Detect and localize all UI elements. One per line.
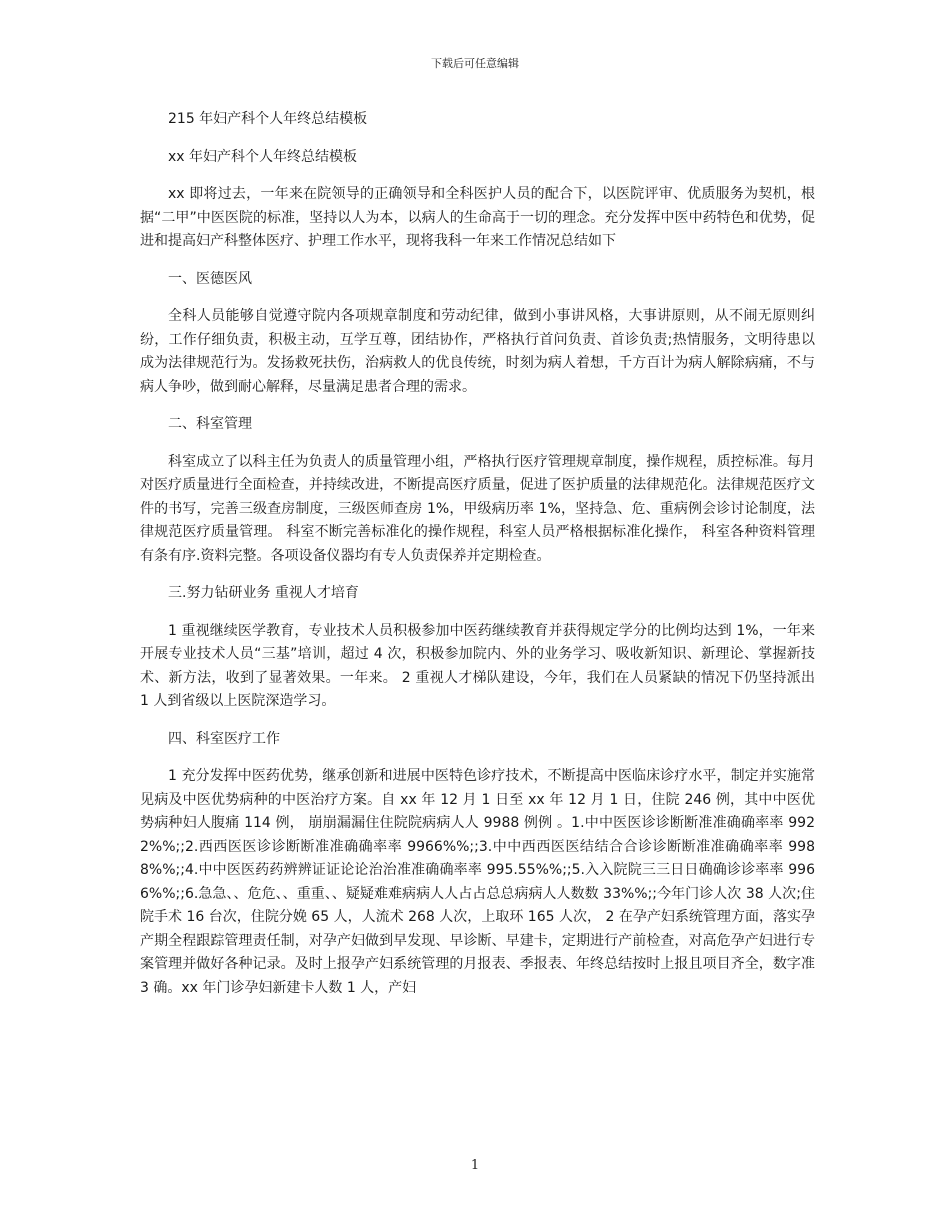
document-subtitle: xx 年妇产科个人年终总结模板 [168,148,358,165]
section-heading-medical: 四、科室医疗工作 [168,730,280,747]
page-header: 下载后可任意编辑 [431,57,519,70]
section-heading-training: 三.努力钻研业务 重视人才培育 [168,585,359,601]
document-title: 215 年妇产科个人年终总结模板 [168,111,368,127]
document-body [140,108,815,1014]
section-body-ethics: 全科人员能够自觉遵守院内各项规章制度和劳动纪律，做到小事讲风格，大事讲原则，从不闹无原则纠纷，工作仔细负责，积极主动，互学互尊，团结协作，严格执行首问负责、首诊负责;热情服务，文明待患以成为法律规范行为。发扬救死扶伤，治病救人的优良传统，时刻为病人着想，千方百计为病人解除病痛，不与病人争吵，做到耐心解释，尽量满足患者合理的需求。 [140,308,815,395]
section-heading-management: 二、科室管理 [168,416,252,432]
section-body-training: 1 重视继续医学教育，专业技术人员积极参加中医药继续教育并获得规定学分的比例均达到 1%，一年来开展专业技术人员“三基”培训，超过 4 次，积极参加院内、外的业务学习、吸收新知识、新理论、掌握新技术、新方法，收到了显著效果。一年来。 2 重视人才梯队建设，今年，我们在人员紧缺的情况下仍坚持派出 1 人到省级以上医院深造学习。 [140,622,815,709]
section-body-management: 科室成立了以科主任为负责人的质量管理小组，严格执行医疗管理规章制度，操作规程，质控标准。每月对医疗质量进行全面检查，并持续改进，不断提高医疗质量，促进了医护质量的法律规范化。法律规范医疗文件的书写，完善三级查房制度，三级医师查房 1%，甲级病历率 1%，坚持急、危、重病例会诊讨论制度，法律规范医疗质量管理。 科室不断完善标准化的操作规程，科室人员严格根据标准化操作， 科室各种资料管理有条有序.资料完整。各项设备仪器均有专人负责保养并定期检查。 [140,453,815,564]
page-number: 1 [470,1158,480,1173]
intro-paragraph: xx 即将过去，一年来在院领导的正确领导和全科医护人员的配合下，以医院评审、优质服务为契机，根据“二甲”中医医院的标准，坚持以人为本，以病人的生命高于一切的理念。充分发挥中医中药特色和优势，促进和提高妇产科整体医疗、护理工作水平，现将我科一年来工作情况总结如下 [140,186,815,249]
section-body-medical: 1 充分发挥中医药优势，继承创新和进展中医特色诊疗技术，不断提高中医临床诊疗水平，制定并实施常见病及中医优势病种的中医治疗方案。自 xx 年 12 月 1 日至 xx 年 12 月 1 日，住院 246 例，其中中医优势病种妇人腹痛 114 例， 崩崩漏漏住住院院病病人人 9988 例例 。1.中中医医诊诊断断准准确确率率 9922%%;;2.西西医医诊诊断断准准确确率率 9966%%;;3.中中西西医医结结合合诊诊断断准准确确率率 9988%%;;4.中中医医药药辨辨证证论论治治准准确确率率 995.55%%;;5.入入院院三三日日确确诊诊率率 9966%%;;6.急急、、危危、、重重、、疑疑难难病病人人占占总总病病人人数数 33%%;;今年门诊人次 38 人次;住院手术 16 台次，住院分娩 65 人，人流术 268 人次，上取环 165 人次， 2 在孕产妇系统管理方面，落实孕产期全程跟踪管理责任制，对孕产妇做到早发现、早诊断、早建卡，定期进行产前检查，对高危孕产妇进行专案管理并做好各种记录。及时上报孕产妇系统管理的月报表、季报表、年终总结按时上报且项目齐全，数字准 3 确。xx 年门诊孕妇新建卡人数 1 人，产妇 [140,768,815,996]
section-heading-ethics: 一、医德医风 [168,270,252,287]
